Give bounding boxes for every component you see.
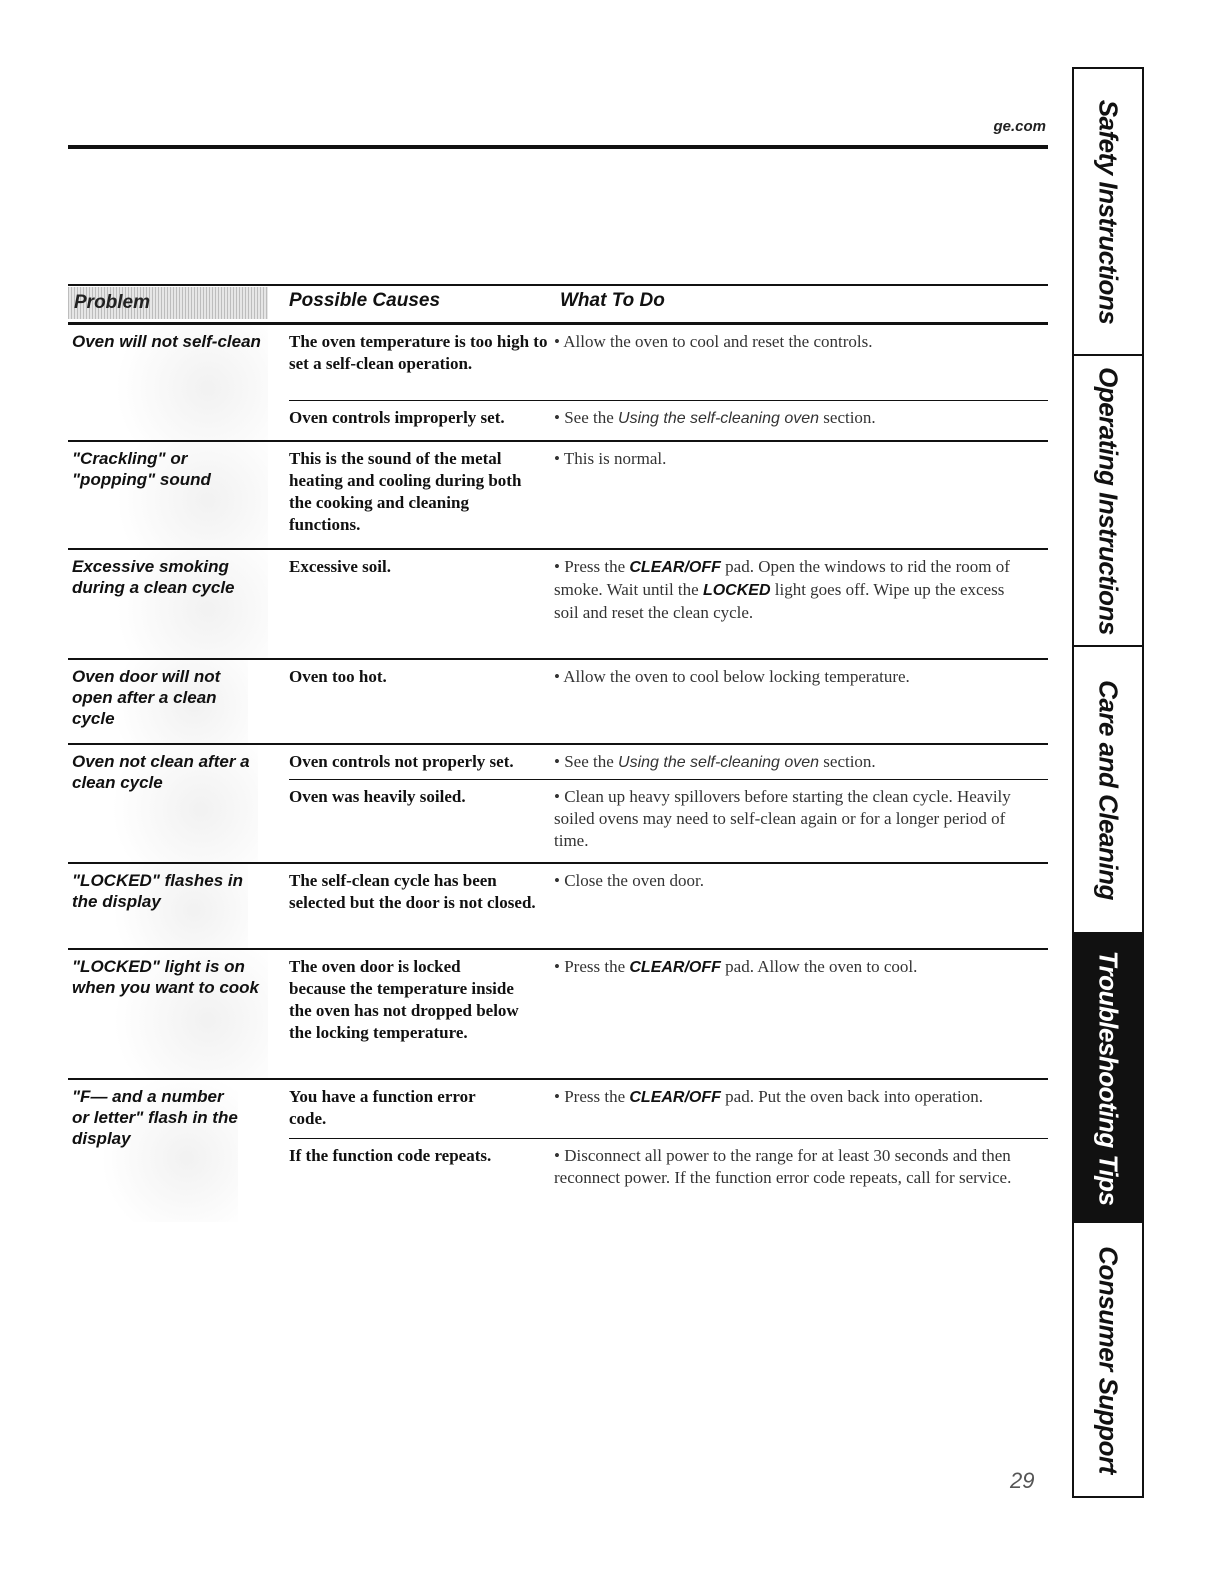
todo-text: • Press the CLEAR/OFF pad. Put the oven back into operation. bbox=[554, 1087, 983, 1106]
table-row bbox=[68, 1080, 1048, 1222]
cause-text: The self-clean cycle has been selected but the door is not closed. bbox=[289, 871, 536, 912]
cause-text: Oven controls improperly set. bbox=[289, 408, 505, 427]
problem-cell: "Crackling" or "popping" sound bbox=[68, 442, 268, 548]
problem-cell: "LOCKED" light is on when you want to cook bbox=[68, 950, 268, 1078]
table-row bbox=[68, 325, 1048, 442]
troubleshooting-table bbox=[68, 284, 1048, 1222]
cause-item bbox=[289, 1138, 1048, 1223]
header-what-to-do: What To Do bbox=[560, 290, 665, 311]
problem-cell: Excessive smoking during a clean cycle bbox=[68, 550, 268, 658]
cause-text: Excessive soil. bbox=[289, 557, 391, 576]
cause-item bbox=[289, 442, 1048, 550]
cause-text: The oven door is locked because the temperature inside the oven has not dropped below the locking temperature. bbox=[289, 957, 519, 1042]
cause-item bbox=[289, 550, 1048, 660]
site-url: ge.com bbox=[993, 118, 1046, 135]
cause-item bbox=[289, 864, 1048, 950]
table-row bbox=[68, 660, 1048, 745]
top-rule bbox=[68, 145, 1048, 149]
problem-cell: Oven not clean after a clean cycle bbox=[68, 745, 258, 862]
todo-text: • Allow the oven to cool below locking temperature. bbox=[554, 667, 910, 686]
todo-text: • Clean up heavy spillovers before starting the clean cycle. Heavily soiled ovens may need to self-clean again or for a longer period of time. bbox=[554, 787, 1011, 850]
todo-text: • Disconnect all power to the range for at least 30 seconds and then reconnect power. If the function error code repeats, call for service. bbox=[554, 1146, 1012, 1187]
section-tabs bbox=[1072, 67, 1144, 1498]
cause-text: This is the sound of the metal heating and cooling during both the cooking and cleaning functions. bbox=[289, 449, 522, 534]
todo-text: • See the Using the self-cleaning oven section. bbox=[554, 752, 876, 771]
cause-text: You have a function error code. bbox=[289, 1087, 476, 1128]
todo-text: • Close the oven door. bbox=[554, 871, 704, 890]
cause-item bbox=[289, 950, 1048, 1080]
cause-item bbox=[289, 779, 1048, 865]
table-row bbox=[68, 864, 1048, 950]
table-row bbox=[68, 442, 1048, 550]
tab-operating-instructions[interactable]: Operating Instructions bbox=[1074, 356, 1142, 647]
cause-text: Oven was heavily soiled. bbox=[289, 787, 466, 806]
tab-troubleshooting-tips[interactable]: Troubleshooting Tips bbox=[1074, 934, 1142, 1223]
cause-item bbox=[289, 660, 1048, 745]
todo-text: • Press the CLEAR/OFF pad. Open the windows to rid the room of smoke. Wait until the LOCKED light goes off. Wipe up the excess soil and reset the clean cycle. bbox=[554, 557, 1010, 622]
todo-text: • Allow the oven to cool and reset the controls. bbox=[554, 332, 873, 351]
page-number: 29 bbox=[1010, 1468, 1035, 1493]
cause-item bbox=[289, 745, 1048, 779]
cause-item bbox=[289, 325, 1048, 400]
cause-text: If the function code repeats. bbox=[289, 1146, 492, 1165]
cause-text: Oven too hot. bbox=[289, 667, 387, 686]
table-row bbox=[68, 550, 1048, 660]
tab-safety-instructions[interactable]: Safety Instructions bbox=[1074, 69, 1142, 356]
header-problem: Problem bbox=[68, 287, 268, 319]
cause-item bbox=[289, 1080, 1048, 1138]
problem-cell: "LOCKED" flashes in the display bbox=[68, 864, 248, 948]
table-row bbox=[68, 745, 1048, 864]
problem-cell: "F— and a number or letter" flash in the display bbox=[68, 1080, 238, 1222]
todo-text: • See the Using the self-cleaning oven section. bbox=[554, 408, 876, 427]
tab-care-and-cleaning[interactable]: Care and Cleaning bbox=[1074, 647, 1142, 934]
table-header bbox=[68, 286, 1048, 325]
todo-text: • Press the CLEAR/OFF pad. Allow the oven to cool. bbox=[554, 957, 918, 976]
table-row bbox=[68, 950, 1048, 1080]
header-possible-causes: Possible Causes bbox=[289, 290, 441, 311]
problem-cell: Oven will not self-clean bbox=[68, 325, 268, 440]
tab-consumer-support[interactable]: Consumer Support bbox=[1093, 1245, 1124, 1474]
problem-cell: Oven door will not open after a clean cycle bbox=[68, 660, 248, 743]
cause-item bbox=[289, 400, 1048, 443]
cause-text: Oven controls not properly set. bbox=[289, 752, 514, 771]
todo-text: • This is normal. bbox=[554, 449, 667, 468]
cause-text: The oven temperature is too high to set a self-clean operation. bbox=[289, 332, 548, 373]
